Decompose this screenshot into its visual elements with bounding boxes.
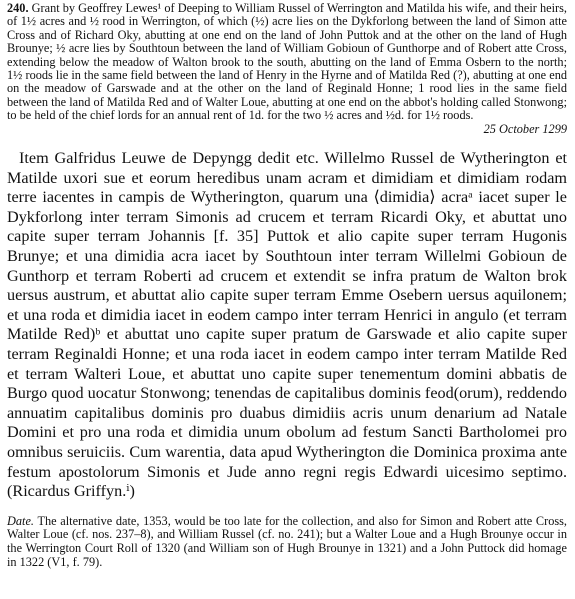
date-note: [7, 515, 567, 569]
entry-summary: [7, 2, 567, 136]
latin-charter-text: Item Galfridus Leuwe de Depyngg dedit etc. Willelmo Russel de Wytherington et Matilde uxori sue et eorum heredibus unam acram et dimidiam et dimidiam rodam terre iacentes in campis de Wytherington, quarum una ⟨dimidia⟩ acraᵃ iacet super le Dykforlong inter terram Simonis ad crucem et terram Ricardi Oky, et abuttat uno capite super terram Johannis [f. 35] Puttok et alio capite super terram Hugonis Brunye; et una dimidia acra iacet by Southtoun inter terram Willelmi Gobioun de Gunthorp et terram Roberti ad crucem et extendit se infra pratum de Walton brok uersus austrum, et abuttat alio capite super terram Emme Osebern uersus aquilonem; et una roda et dimidia iacet in eodem campo inter terram Henrici in angulo (et terram Matilde Red)ᵇ et abuttat uno capite super pratum de Garswade et alio capite super terram Reginaldi Honne; et una roda iacet in eodem campo inter terram Matilde Red et terram Walteri Loue, et abuttat uno capite super tenementum domini abbatis de Burgo quod uocatur Stonwong; tenendas de capitalibus dominis feod(orum), reddendo annuatim capitalibus dominis pro duabus dimidiis acris unum denarium ad Natale Domini et pro una roda et dimidia unum obolum ad festum Sancti Bartholomei pro omnibus seruiciis. Cum warentia, data apud Wytherington die Dominica proxima ante festum apostolorum Simonis et Jude anno regni regis Edwardi uicesimo septimo. (Ricardus Griffyn.ⁱ): [7, 149, 567, 501]
entry-number: 240.: [7, 1, 29, 15]
date-note-text: The alternative date, 1353, would be too late for the collection, and also for Simon and Robert atte Cross, Walter Loue (cf. nos. 237–8), and William Russel (cf. no. 241); but a Walter Loue and a Hugh Brounye occur in the Werrington Court Roll of 1320 (and William son of Hugh Brounye in 1321) and a John Puttock did homage in 1322 (V1, f. 79).: [7, 513, 567, 569]
summary-text: Grant by Geoffrey Lewes¹ of Deeping to William Russel of Werrington and Matilda his wife, and their heirs, of 1½ acres and ½ rood in Werrington, of which (½) acre lies on the Dykforlong between the land of Simon atte Cross and of Richard Oky, abutting at one end on the land of John Puttok and at the other on the land of Hugh Brounye; ½ acre lies by Southtoun between the land of William Gobioun of Gunthorpe and of Robert atte Cross, extending below the meadow of Walton brook to the south, abutting on the land of Emma Osbern to the north; 1½ roods lie in the same field between the land of Henry in the Hyrne and of Matilda Red (?), abutting at one end on the meadow of Garswade and at the other on the land of Reginald Honne; 1 rood lies in the same field between the land of Matilda Red and of Walter Loue, abutting at one end on the abbot's holding called Stonwong; to be held of the chief lords for an annual rent of 1d. for the two ½ acres and ½d. for 1½ roods.: [7, 1, 567, 123]
date-note-label: Date.: [7, 513, 34, 528]
summary-date: 25 October 1299: [483, 121, 567, 136]
